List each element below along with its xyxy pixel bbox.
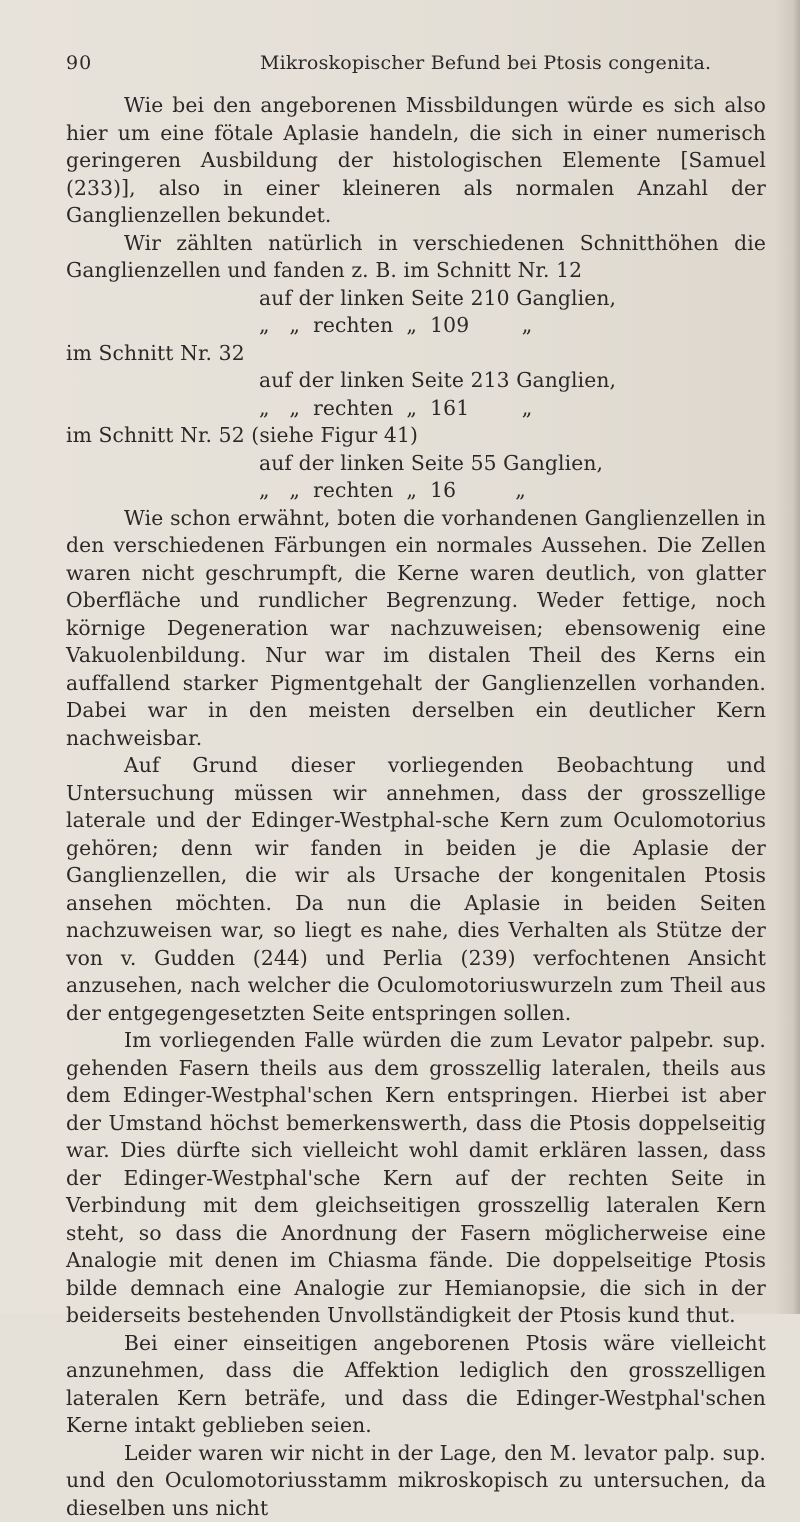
paragraph-counts-intro: Wir zählten natürlich in verschiedenen Schnitthöhen die Ganglienzellen und fanden z. B. im Schnitt Nr. 12 (66, 230, 766, 285)
count-line-52-right: „ „ rechten „ 16 „ (66, 477, 766, 505)
page-body (66, 92, 766, 1522)
paragraph-fiber-origin: Im vorliegenden Falle würden die zum Levator palpebr. sup. gehenden Fasern theils aus dem grosszellig lateralen, theils aus dem Edinger-Westphal'schen Kern entspringen. Hierbei ist aber der Umstand höchst bemerkenswerth, dass die Ptosis doppelseitig war. Dies dürfte sich vielleicht wohl damit erklären lassen, dass der Edinger-Westphal'sche Kern auf der rechten Seite in Verbindung mit dem gleichseitigen grosszellig lateralen Kern steht, so dass die Anordnung der Fasern möglicherweise eine Analogie mit denen im Chiasma fände. Die doppelseitige Ptosis bilde demnach eine Analogie zur Hemianopsie, die sich in der beiderseits bestehenden Unvollständigkeit der Ptosis kund thut. (66, 1027, 766, 1330)
section-32-label: im Schnitt Nr. 32 (66, 340, 766, 368)
count-line-12-right: „ „ rechten „ 109 „ (66, 312, 766, 340)
section-52-label: im Schnitt Nr. 52 (siehe Figur 41) (66, 422, 766, 450)
paragraph-observation: Auf Grund dieser vorliegenden Beobachtung und Untersuchung müssen wir annehmen, dass der grosszellige laterale und der Edinger-Westphal-sche Kern zum Oculomotorius gehören; denn wir fanden in beiden je die Aplasie der Ganglienzellen, die wir als Ursache der kongenitalen Ptosis ansehen möchten. Da nun die Aplasie in beiden Seiten nachzuweisen war, so liegt es nahe, dies Verhalten als Stütze der von v. Gudden (244) und Perlia (239) verfochtenen Ansicht anzusehen, nach welcher die Oculomotoriuswurzeln zum Theil aus der entgegengesetzten Seite entspringen sollen. (66, 752, 766, 1027)
paragraph-aplasia: Wie bei den angeborenen Missbildungen würde es sich also hier um eine fötale Aplasie handeln, die sich in einer numerisch geringeren Ausbildung der histologischen Elemente [Samuel (233)], also in einer kleineren als normalen Anzahl der Ganglienzellen bekundet. (66, 92, 766, 230)
count-line-32-left: auf der linken Seite 213 Ganglien, (66, 367, 766, 395)
count-line-32-right: „ „ rechten „ 161 „ (66, 395, 766, 423)
paragraph-unilateral-ptosis: Bei einer einseitigen angeborenen Ptosis wäre vielleicht anzunehmen, dass die Affektion lediglich den grosszelligen lateralen Kern beträfe, und dass die Edinger-Westphal'schen Kerne intakt geblieben seien. (66, 1330, 766, 1440)
count-line-52-left: auf der linken Seite 55 Ganglien, (66, 450, 766, 478)
page-header (66, 52, 766, 76)
paragraph-limitation: Leider waren wir nicht in der Lage, den M. levator palp. sup. und den Oculomotoriusstamm mikroskopisch zu untersuchen, da dieselben uns nicht (66, 1440, 766, 1522)
count-line-12-left: auf der linken Seite 210 Ganglien, (66, 285, 766, 313)
paragraph-cell-appearance: Wie schon erwähnt, boten die vorhandenen Ganglienzellen in den verschiedenen Färbungen ein normales Aussehen. Die Zellen waren nicht geschrumpft, die Kerne waren deutlich, von glatter Oberfläche und rundlicher Begrenzung. Weder fettige, noch körnige Degeneration war nachzuweisen; ebensowenig eine Vakuolenbildung. Nur war im distalen Theil des Kerns ein auffallend starker Pigmentgehalt der Ganglienzellen vorhanden. Dabei war in den meisten derselben ein deutlicher Kern nachweisbar. (66, 505, 766, 753)
page-number: 90 (66, 52, 92, 74)
running-title: Mikroskopischer Befund bei Ptosis congenita. (260, 52, 711, 74)
